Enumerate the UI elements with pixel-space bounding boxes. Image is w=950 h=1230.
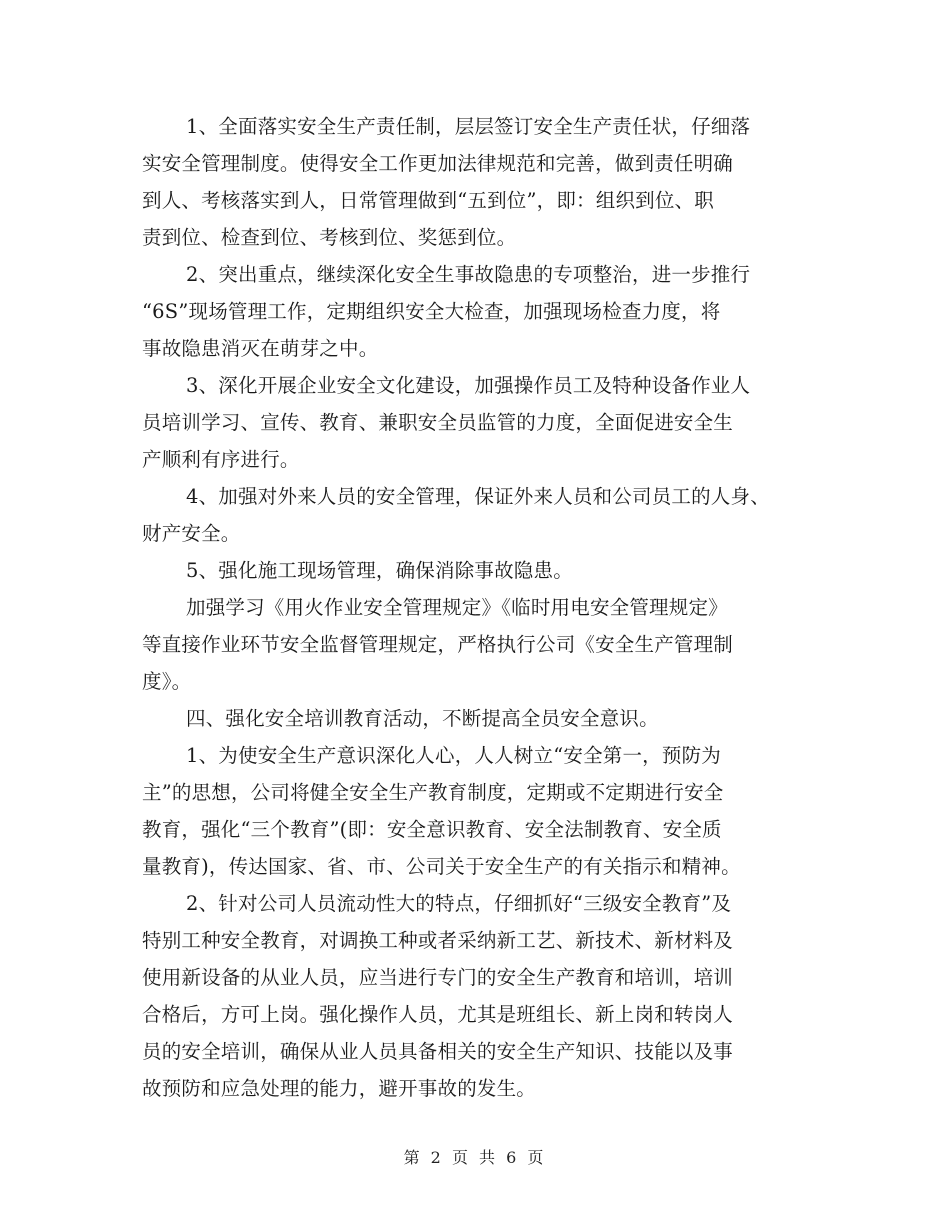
text-line: 1、全面落实安全生产责任制，层层签订安全生产责任状，仔细落 [186, 115, 751, 138]
paragraph-1 [142, 108, 822, 256]
text-line: 1、为使安全生产意识深化人心，人人树立“安全第一，预防为 [186, 744, 721, 767]
text-line: 产顺利有序进行。 [142, 448, 300, 471]
paragraph-5 [142, 552, 822, 589]
text-line: 4、加强对外来人员的安全管理，保证外来人员和公司员工的人身、 [186, 485, 770, 508]
document-body [142, 108, 822, 1107]
text-line: 实安全管理制度。使得安全工作更加法律规范和完善，做到责任明确 [142, 152, 734, 175]
text-line: 特别工种安全教育，对调换工种或者采纳新工艺、新技术、新材料及 [142, 929, 734, 952]
heading-line: 四、强化安全培训教育活动，不断提高全员安全意识。 [186, 707, 659, 730]
section-heading [142, 700, 822, 737]
text-line: 事故隐患消灭在萌芽之中。 [142, 337, 379, 360]
text-line: 5、强化施工现场管理，确保消除事故隐患。 [186, 559, 573, 582]
paragraph-6 [142, 589, 822, 700]
text-line: 2、突出重点，继续深化安全生事故隐患的专项整治，进一步推行 [186, 263, 751, 286]
text-line: 员培训学习、宣传、教育、兼职安全员监管的力度，全面促进安全生 [142, 411, 734, 434]
text-line: 加强学习《用火作业安全管理规定》《临时用电安全管理规定》 [186, 596, 728, 619]
paragraph-9 [142, 885, 822, 1107]
paragraph-3 [142, 367, 822, 478]
paragraph-8 [142, 737, 822, 885]
text-line: 合格后，方可上岗。强化操作人员，尤其是班组长、新上岗和转岗人 [142, 1003, 734, 1026]
text-line: “6S”现场管理工作，定期组织安全大检查，加强现场检查力度，将 [142, 300, 721, 323]
text-line: 教育，强化“三个教育”(即：安全意识教育、安全法制教育、安全质 [142, 818, 722, 841]
text-line: 责到位、检查到位、考核到位、奖惩到位。 [142, 226, 517, 249]
paragraph-2 [142, 256, 822, 367]
text-line: 到人、考核落实到人，日常管理做到“五到位”，即：组织到位、职 [142, 189, 714, 212]
text-line: 等直接作业环节安全监督管理规定，严格执行公司《安全生产管理制 [142, 633, 734, 656]
text-line: 量教育)，传达国家、省、市、公司关于安全生产的有关指示和精神。 [142, 855, 741, 878]
text-line: 度》。 [142, 670, 192, 693]
text-line: 2、针对公司人员流动性大的特点，仔细抓好“三级安全教育”及 [186, 892, 732, 915]
text-line: 财产安全。 [142, 522, 241, 545]
text-line: 主”的思想，公司将健全安全生产教育制度，定期或不定期进行安全 [142, 781, 724, 804]
text-line: 故预防和应急处理的能力，避开事故的发生。 [142, 1077, 537, 1100]
text-line: 3、深化开展企业安全文化建设，加强操作员工及特种设备作业人 [186, 374, 751, 397]
text-line: 员的安全培训，确保从业人员具备相关的安全生产知识、技能以及事 [142, 1040, 734, 1063]
paragraph-4 [142, 478, 822, 552]
page-number-footer: 第 2 页 共 6 页 [403, 1148, 547, 1167]
text-line: 使用新设备的从业人员，应当进行专门的安全生产教育和培训，培训 [142, 966, 734, 989]
